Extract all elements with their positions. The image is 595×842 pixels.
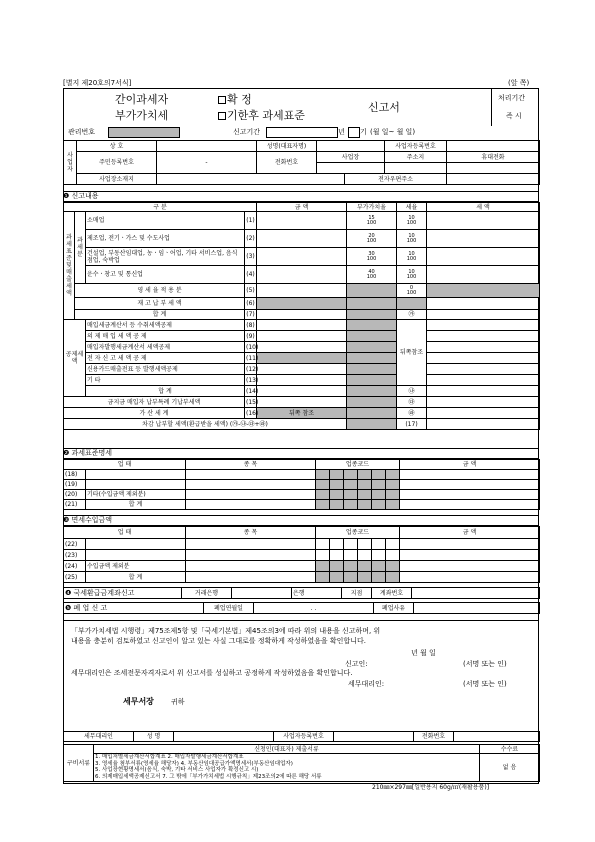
rep-name-label: 성명(대표자명): [257, 141, 317, 152]
fee-header: 수수료: [480, 745, 540, 754]
amount-cell[interactable]: [257, 375, 347, 386]
shaded-cell: [427, 284, 540, 298]
row-label: 전 자 신 고 세 액 공 제: [86, 353, 245, 364]
agent-label: 세무대리인:: [348, 680, 385, 688]
amount-cell[interactable]: [257, 310, 347, 320]
row-label: 수입금액 제외분: [86, 561, 186, 572]
documents-side-label: 구비서류: [64, 745, 94, 782]
period-year-field[interactable]: [266, 127, 338, 138]
row-label: 매입세금계산서 등 수취세액공제: [86, 320, 245, 331]
col-industry-code: 업종코드: [316, 527, 400, 539]
closure-reason-field[interactable]: [414, 603, 540, 614]
tax-office-suffix: 귀하: [171, 698, 185, 706]
item-cell[interactable]: [186, 500, 316, 510]
tax-base-table: [63, 459, 540, 510]
col-business-type: 업 태: [64, 527, 186, 539]
col-ratio-header: 부가가치율: [347, 203, 397, 212]
see-back-note: 뒤쪽참조: [397, 320, 427, 386]
rate-fraction: 10 100: [406, 250, 417, 262]
item-cell[interactable]: [186, 550, 316, 561]
tax-cell[interactable]: [427, 419, 540, 430]
tax-ref: ㉮: [397, 310, 427, 320]
declaration-text-1: 「부가가치세법 시행령」제75조제5항 및「국세기본법」제45조의3에 따라 위의 내용을 신고하며, 위: [71, 627, 381, 635]
document-line: 5. 사업장현황명세서(음식, 숙박, 기타 서비스 사업자가 확정신고 시): [95, 767, 259, 773]
item-cell[interactable]: [186, 572, 316, 583]
amount-cell[interactable]: [257, 364, 347, 375]
section-4-title: ❹ 국세환급금계좌신고: [64, 588, 182, 599]
row-no: (9): [246, 332, 255, 340]
email-label: 전자우편주소: [345, 174, 447, 185]
tax-cell[interactable]: [427, 386, 540, 397]
mobile-field[interactable]: [447, 163, 540, 174]
ratio-fraction: 40 100: [366, 268, 377, 280]
row-no: (20): [64, 490, 86, 500]
closure-table: [63, 602, 540, 614]
shaded-cell: [347, 408, 397, 419]
amount-cell[interactable]: [257, 230, 347, 248]
shaded-cell: [347, 331, 397, 342]
row-no: (4): [245, 266, 257, 284]
rate-fraction: 10 100: [406, 268, 417, 280]
management-number-label: 관리번호: [68, 128, 96, 136]
group-deduction-label: 공제세액: [64, 320, 86, 397]
agent-table: [63, 731, 540, 742]
declaration-date: 년 월 일: [411, 649, 436, 657]
home-phone-label: 주소지: [385, 152, 447, 163]
tax-office-head: 세무서장: [123, 697, 154, 706]
row-no: (5): [245, 284, 257, 298]
paper-spec: 210㎜×297㎜[일반용지 60g/㎡(재활용품)]: [372, 784, 490, 791]
row-label: 차감 납부할 세액(환급받을 세액) (㉮-㉯-㉰+㉱): [64, 419, 347, 430]
amount-cell[interactable]: [257, 248, 347, 266]
row-no: (6): [245, 298, 257, 310]
option-late[interactable]: 기한후 과세표준: [218, 110, 305, 122]
row-label: 제조업, 전기ㆍ가스 및 수도사업: [86, 230, 245, 248]
ratio-fraction: 15 100: [366, 214, 377, 226]
declaration-text-2: 내용을 충분히 검토하였고 신고인이 알고 있는 사실 그대로를 정확하게 작성하였음을 확인합니다.: [71, 637, 366, 645]
period-label: 신고기간: [233, 128, 261, 136]
row-label: 기타(수입금액 제외분): [86, 490, 186, 500]
email-field[interactable]: [447, 174, 540, 185]
closure-reason-label: 폐업사유: [374, 603, 414, 614]
title-taxpayer-type: 간이과세자: [115, 93, 169, 106]
agent-reg-field[interactable]: [334, 732, 414, 742]
shaded-cell: [397, 298, 427, 310]
amount-cell[interactable]: [400, 490, 540, 500]
checkbox-icon[interactable]: [218, 96, 226, 104]
amount-cell[interactable]: [400, 500, 540, 510]
section-3-title: ❸ 면세수입금액: [63, 515, 539, 526]
row-no: (22): [64, 539, 86, 550]
period-term-field[interactable]: [348, 127, 360, 138]
col-amount-header: 금 액: [257, 203, 347, 212]
col-tax-header: 세 액: [427, 203, 540, 212]
amount-cell[interactable]: [257, 397, 347, 408]
row-label: 의 제 매 입 세 액 공 제: [86, 331, 245, 342]
period-term-unit: 기: [360, 128, 367, 136]
tax-cell[interactable]: [427, 397, 540, 408]
row-no: (25): [64, 572, 86, 583]
address-label: 사업장소재지: [77, 174, 157, 185]
title-report: 신고서: [368, 101, 400, 114]
tax-cell[interactable]: [427, 248, 540, 266]
bank-label: 거래은행: [182, 588, 232, 599]
trade-name-label: 상 호: [77, 141, 157, 152]
row-no: (2): [245, 230, 257, 248]
account-field[interactable]: [412, 588, 540, 599]
agent-phone-field[interactable]: [454, 732, 540, 742]
shaded-cell: [347, 364, 397, 375]
shaded-cell: [347, 298, 397, 310]
period-months: (월 일~ 월 일): [370, 128, 416, 136]
item-cell[interactable]: [186, 561, 316, 572]
row-label: 기 타: [86, 375, 245, 386]
agent-phone-label: 전화번호: [414, 732, 454, 742]
row-no: (23): [64, 550, 86, 561]
tax-cell[interactable]: [427, 298, 540, 310]
row-no: (15): [246, 398, 259, 406]
col-item: 종 목: [186, 527, 316, 539]
section-2-title: ❷ 과세표준명세: [63, 448, 539, 459]
row-no: (21): [64, 500, 86, 510]
row-label: 운수ㆍ창고 및 통신업: [86, 266, 245, 284]
amount-cell[interactable]: [257, 320, 347, 331]
row-label: 합 계: [75, 310, 245, 320]
agent-name-field[interactable]: [174, 732, 274, 742]
bank-field[interactable]: [232, 588, 292, 599]
tax-cell[interactable]: [427, 266, 540, 284]
row-no: (17): [397, 419, 427, 430]
col-amount: 금 액: [400, 460, 540, 470]
option-confirm[interactable]: 확 정: [218, 94, 252, 106]
shaded-cell: [347, 419, 397, 430]
tax-free-table: [63, 526, 540, 583]
shaded-cell: [347, 353, 397, 364]
col-taxrate-header: 세율: [397, 203, 427, 212]
col-item: 종 목: [186, 460, 316, 470]
col-business-type: 업 태: [64, 460, 186, 470]
amount-cell[interactable]: [257, 266, 347, 284]
see-back-cell: 뒤쪽 참조: [257, 408, 347, 419]
row-no: (18): [64, 470, 86, 480]
row-label: 건설업, 부동산임대업, 농ㆍ임ㆍ어업, 기타 서비스업, 음식점업, 숙박업: [86, 248, 245, 266]
row-label: 소매업: [86, 212, 245, 230]
tax-cell[interactable]: [427, 310, 540, 320]
tax-cell[interactable]: [427, 353, 540, 364]
reg-no-label: 사업자등록번호: [385, 141, 447, 152]
row-no: (11): [246, 354, 259, 362]
row-label: [86, 470, 186, 480]
amount-cell[interactable]: [257, 342, 347, 353]
tax-cell[interactable]: [427, 375, 540, 386]
group-standard-label: 과세표준 및 매출세액: [64, 212, 75, 320]
col-amount: 금 액: [400, 527, 540, 539]
resident-no-field[interactable]: -: [157, 152, 257, 174]
branch-label: 지점: [342, 588, 372, 599]
mobile-label: 휴대전화: [447, 152, 540, 163]
trade-name-field[interactable]: [157, 141, 257, 152]
amount-cell[interactable]: [400, 470, 540, 480]
phone-label: 전화번호: [257, 152, 317, 174]
office-phone-field[interactable]: [317, 163, 385, 174]
processing-period-label: 처리기간: [498, 94, 526, 102]
refund-account-table: [63, 587, 540, 599]
agent-sign: (서명 또는 인): [463, 680, 507, 688]
report-content-table: [63, 202, 540, 430]
section-1-title: ❶ 신고내용: [63, 191, 539, 202]
item-cell[interactable]: [186, 490, 316, 500]
rate-fraction: 10 100: [406, 232, 417, 244]
amount-cell[interactable]: [400, 539, 540, 550]
tax-cell[interactable]: [427, 331, 540, 342]
reg-no-field[interactable]: [447, 141, 540, 152]
row-label: [86, 480, 186, 490]
amount-cell[interactable]: [400, 480, 540, 490]
row-label: 합 계: [86, 500, 186, 510]
row-no: (1): [245, 212, 257, 230]
management-number-field[interactable]: [108, 127, 180, 138]
row-label: 영 세 율 적 용 분: [75, 284, 245, 298]
title-block: [63, 88, 537, 126]
row-no: (12): [246, 365, 259, 373]
bank-unit: 은행: [292, 588, 342, 599]
shaded-cell: [347, 397, 397, 408]
home-phone-field[interactable]: [385, 163, 447, 174]
office-phone-label: 사업장: [317, 152, 385, 163]
fee-value: 없 음: [480, 754, 540, 782]
row-label: 금지금 매입자 납부특례 기납부세액: [64, 397, 245, 408]
closure-date-label: 폐업연월일: [204, 603, 254, 614]
amount-cell[interactable]: [400, 550, 540, 561]
row-no: (19): [64, 480, 86, 490]
document-line: 6. 의제매입세액공제신고서 7. 그 밖에「부가가치세법 시행규칙」제23조의2에 따른 해당 서류: [95, 773, 322, 780]
tax-cell[interactable]: [427, 408, 540, 419]
row-no: (16): [246, 409, 259, 417]
reporter-sign: (서명 또는 인): [463, 660, 507, 668]
row-no: (14): [246, 387, 259, 395]
shaded-cell: [347, 342, 397, 353]
shaded-cell: [347, 310, 397, 320]
processing-period-value: 즉 시: [506, 112, 522, 120]
closure-date-field[interactable]: . .: [254, 603, 374, 614]
resident-no-label: 주민등록번호: [77, 152, 157, 174]
checkbox-icon[interactable]: [218, 112, 226, 120]
documents-table: [63, 744, 540, 782]
tax-cell[interactable]: [427, 320, 540, 331]
amount-cell[interactable]: [257, 386, 347, 397]
amount-cell[interactable]: [257, 284, 347, 298]
account-label: 계좌번호: [372, 588, 412, 599]
row-label: 합 계: [86, 572, 186, 583]
title-tax-type: 부가가치세: [115, 109, 169, 122]
row-label: [86, 550, 186, 561]
row-label: 신용카드매출전표 등 발행세액공제: [86, 364, 245, 375]
group-taxable-label: 과세분: [75, 212, 86, 284]
shaded-cell: [257, 353, 347, 364]
shaded-cell: [347, 386, 397, 397]
col-industry-code: 업종코드: [316, 460, 400, 470]
section-5-title: ❺ 폐 업 신 고: [64, 603, 204, 614]
row-no: (3): [245, 248, 257, 266]
agent-row-label: 세무대리인: [64, 732, 134, 742]
row-no: (8): [246, 321, 255, 329]
agent-reg-label: 사업자등록번호: [274, 732, 334, 742]
declaration-block: [63, 620, 539, 729]
row-label: 매입자발행세금계산서 세액공제: [86, 342, 245, 353]
agent-declaration: 세무대리인은 조세전문자격자로서 위 신고서를 성실하고 공정하게 작성하였음을 확인합니다.: [71, 669, 353, 677]
documents-header: 신청인(대표자) 제출서류: [94, 745, 480, 754]
tax-ref: ㉱: [397, 408, 427, 419]
page-side: (앞 쪽): [508, 79, 530, 87]
item-cell[interactable]: [186, 480, 316, 490]
row-no: (13): [246, 376, 259, 384]
amount-cell[interactable]: [400, 572, 540, 583]
period-year-unit: 년: [338, 128, 345, 136]
document-line: 3. 영세율 첨부서류(영세율 해당자) 4. 부동산임대공급가액명세서(부동산임대업자): [95, 760, 293, 767]
row-no: (24): [64, 561, 86, 572]
shaded-cell: [347, 284, 397, 298]
row-label: 합 계: [86, 386, 245, 397]
ratio-fraction: 30 100: [366, 250, 377, 262]
row-no: (7): [246, 311, 255, 318]
item-cell[interactable]: [186, 470, 316, 480]
row-label: [86, 539, 186, 550]
business-info-table: [63, 140, 540, 185]
shaded-cell: [347, 320, 397, 331]
col-item-header: 구 분: [64, 203, 257, 212]
tax-ref: ㉰: [397, 397, 427, 408]
item-cell[interactable]: [186, 539, 316, 550]
rate-fraction: 10 100: [406, 214, 417, 226]
tax-cell[interactable]: [427, 212, 540, 230]
business-side-label: 사업자: [64, 141, 77, 185]
row-label: 가 산 세 계: [64, 408, 245, 419]
address-field[interactable]: [157, 174, 345, 185]
tax-cell[interactable]: [427, 230, 540, 248]
reporter-label: 신고인:: [345, 660, 368, 668]
amount-cell[interactable]: [400, 561, 540, 572]
shaded-cell: [347, 375, 397, 386]
tax-ref: ㉯: [397, 386, 427, 397]
rate-fraction: 0 100: [406, 284, 417, 296]
tax-cell[interactable]: [427, 342, 540, 353]
row-no: (10): [246, 343, 259, 351]
form-number: [별지 제20호의7서식]: [63, 79, 132, 87]
rep-name-field[interactable]: [317, 141, 385, 152]
row-label: 재 고 납 부 세 액: [75, 298, 245, 310]
document-line: 1. 매입처별세금계산서합계표 2. 매입자발행세금계산서합계표: [95, 754, 244, 760]
amount-cell[interactable]: [257, 331, 347, 342]
ratio-fraction: 20 100: [366, 232, 377, 244]
amount-cell[interactable]: [257, 212, 347, 230]
shaded-cell: [257, 298, 347, 310]
tax-cell[interactable]: [427, 364, 540, 375]
agent-name-label: 성 명: [134, 732, 174, 742]
